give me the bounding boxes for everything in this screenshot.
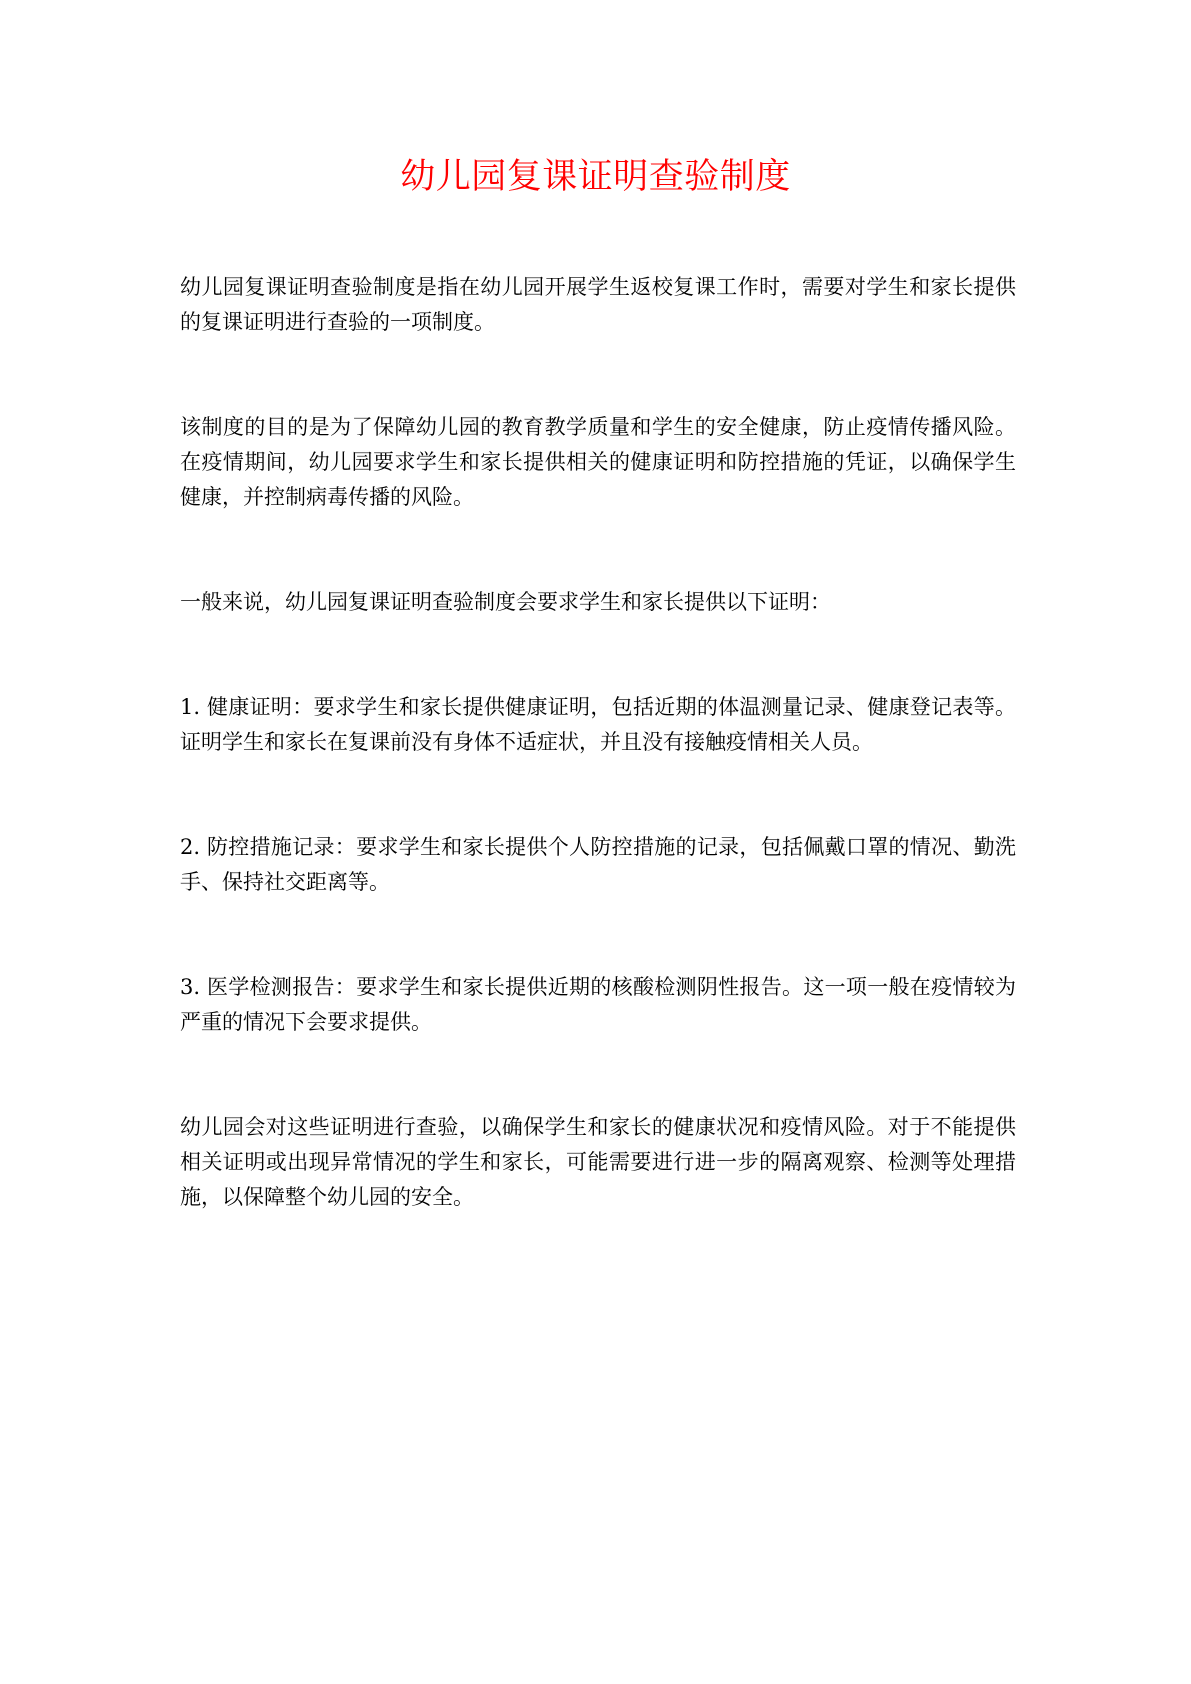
paragraph-conclusion: 幼儿园会对这些证明进行查验，以确保学生和家长的健康状况和疫情风险。对于不能提供相关证明或出现异常情况的学生和家长，可能需要进行进一步的隔离观察、检测等处理措施，以保障整个幼儿园的安全。: [180, 1115, 1016, 1209]
paragraph-requirements-lead: 一般来说，幼儿园复课证明查验制度会要求学生和家长提供以下证明：: [180, 590, 831, 614]
document-title: 幼儿园复课证明查验制度: [400, 157, 791, 197]
document-body: [180, 270, 1016, 1215]
paragraph-purpose: 该制度的目的是为了保障幼儿园的教育教学质量和学生的安全健康，防止疫情传播风险。在疫情期间，幼儿园要求学生和家长提供相关的健康证明和防控措施的凭证，以确保学生健康，并控制病毒传播的风险。: [180, 415, 1016, 509]
paragraph-item-health-certificate: 1. 健康证明：要求学生和家长提供健康证明，包括近期的体温测量记录、健康登记表等。证明学生和家长在复课前没有身体不适症状，并且没有接触疫情相关人员。: [180, 695, 1016, 754]
paragraph-item-prevention-records: 2. 防控措施记录：要求学生和家长提供个人防控措施的记录，包括佩戴口罩的情况、勤洗手、保持社交距离等。: [180, 835, 1016, 894]
paragraph-intro: 幼儿园复课证明查验制度是指在幼儿园开展学生返校复课工作时，需要对学生和家长提供的复课证明进行查验的一项制度。: [180, 275, 1016, 334]
paragraph-item-medical-test-report: 3. 医学检测报告：要求学生和家长提供近期的核酸检测阴性报告。这一项一般在疫情较为严重的情况下会要求提供。: [180, 975, 1016, 1034]
